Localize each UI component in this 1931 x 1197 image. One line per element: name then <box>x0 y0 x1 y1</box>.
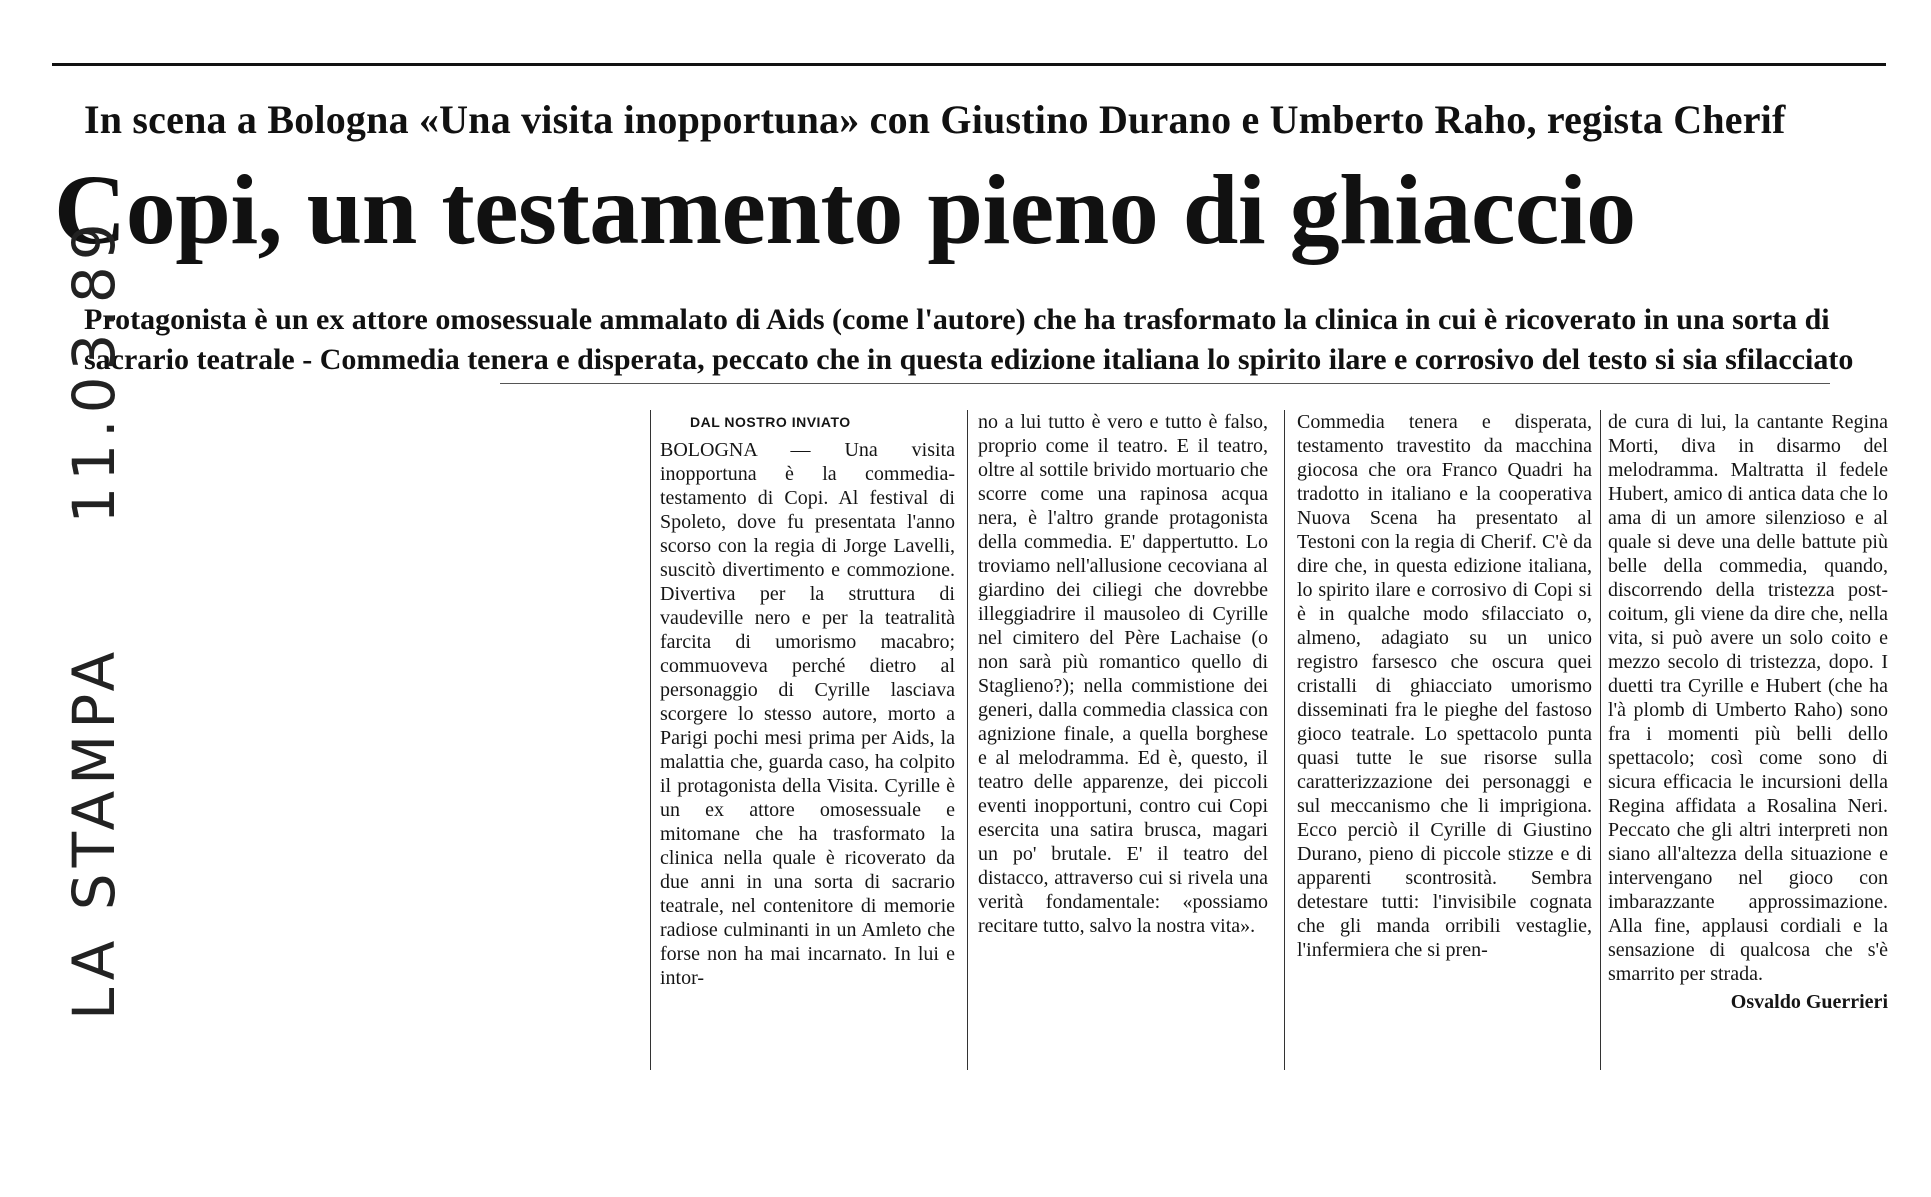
article-column-4 <box>1608 410 1888 1014</box>
summary-rule <box>500 383 1830 384</box>
column-separator <box>1600 410 1601 1070</box>
summary-line-2: sacrario teatrale - Commedia tenera e disperata, peccato che in questa edizione italiana lo spirito ilare e corrosivo del testo si sia sfilacciato <box>84 343 1854 376</box>
handwritten-annotation <box>60 217 128 1020</box>
article-column-2 <box>978 410 1268 938</box>
article-summary <box>84 300 1864 380</box>
annotation-date: 11.03.89 <box>60 217 128 524</box>
column-2-text: no a lui tutto è vero e tutto è falso, proprio come il teatro. E il teatro, oltre al sottile brivido mortuario che scorre come una rapinosa acqua nera, è l'altro grande protagonista della commedia. E' dappertutto. Lo troviamo nell'allusione cecoviana al giardino dei ciliegi che dovrebbe illeggiadrire il mausoleo di Cyrille nel cimitero del Père Lachaise (o non sarà più romantico quello di Staglieno?); nella commistione dei generi, dalla commedia classica con agnizione finale, a quella borghese e al melodramma. Ed è, questo, il teatro delle apparenze, dei piccoli eventi inopportuni, contro cui Copi esercita una satira brusca, magari un po' brutale. E' il teatro del distacco, attraverso cui si rivela una verità fondamentale: «possiamo recitare tutto, salvo la nostra vita». <box>978 411 1268 937</box>
column-3-text: Commedia tenera e disperata, testamento travestito da macchina giocosa che ora Franco Quadri ha tradotto in italiano e la cooperativa Nuova Scena ha presentato al Testoni con la regia di Cherif. C'è da dire che, in questa edizione italiana, lo spirito ilare e corrosivo di Copi si è in qualche modo sfilacciato o, almeno, adagiato su un unico registro farsesco che oscura quei cristalli di ghiacciato umorismo disseminati fra le pieghe del fastoso gioco teatrale. Lo spettacolo punta quasi tutte le sue risorse sulla caratterizzazione dei personaggi e sul meccanismo che li imprigiona. Ecco perciò il Cyrille di Giustino Durano, pieno di piccole stizze e di apparenti scontrosità. Sembra detestare tutti: l'invisibile cognata che gli manda orribili vestaglie, l'infermiera che si pren- <box>1297 411 1592 961</box>
article-headline: Copi, un testamento pieno di ghiaccio <box>54 154 1636 265</box>
column-1-text: BOLOGNA — Una visita inopportuna è la commedia-testamento di Copi. Al festival di Spoleto, dove fu presentata l'anno scorso con la regia di Jorge Lavelli, suscitò divertimento e commozione. Divertiva per la struttura di vaudeville nero e per la teatralità farcita di umorismo macabro; commuoveva perché dietro al personaggio di Cyrille lasciava scorgere lo stesso autore, morto a Parigi pochi mesi prima per Aids, la malattia che, guarda caso, ha colpito il protagonista della Visita. Cyrille è un ex attore omosessuale e mitomane che ha trasformato la clinica nella quale è ricoverato da due anni in una sorta di sacrario teatrale, nel contenitore di memorie radiose culminanti in un Amleto che forse non ha mai incarnato. In lui e intor- <box>660 439 955 989</box>
annotation-paper: LA STAMPA <box>60 645 128 1020</box>
article-author: Osvaldo Guerrieri <box>1730 991 1888 1013</box>
article-column-1 <box>660 410 955 990</box>
article-column-3 <box>1297 410 1592 962</box>
summary-line-1: Protagonista è un ex attore omosessuale ammalato di Aids (come l'autore) che ha trasformato la clinica in cui è ricoverato in una sorta di <box>84 303 1830 336</box>
column-4-text: de cura di lui, la cantante Regina Morti, diva in disarmo del melodramma. Maltratta il fedele Hubert, amico di antica data che lo ama di un amore silenzioso e al quale si deve una delle battute più belle della commedia, quando, discorrendo della tristezza post-coitum, gli viene da dire che, nella vita, si può avere un solo coito e mezzo secolo di tristezza, dopo. I duetti tra Cyrille e Hubert (che ha l'à plomb di Umberto Raho) sono fra i momenti più belli dello spettacolo; così come sono di sicura efficacia le incursioni della Regina affidata a Rosalina Neri. Peccato che gli altri interpreti non siano all'altezza della situazione e intervengano nel gioco con imbarazzante approssimazione. Alla fine, applausi cordiali e la sensazione di qualcosa che s'è smarrito per strada. <box>1608 411 1888 985</box>
article-kicker: In scena a Bologna «Una visita inopportuna» con Giustino Durano e Umberto Raho, regista Cherif <box>84 97 1786 142</box>
byline: DAL NOSTRO INVIATO <box>690 414 851 430</box>
column-separator <box>1284 410 1285 1070</box>
top-rule <box>52 63 1886 66</box>
column-separator <box>650 410 651 1070</box>
column-separator <box>967 410 968 1070</box>
